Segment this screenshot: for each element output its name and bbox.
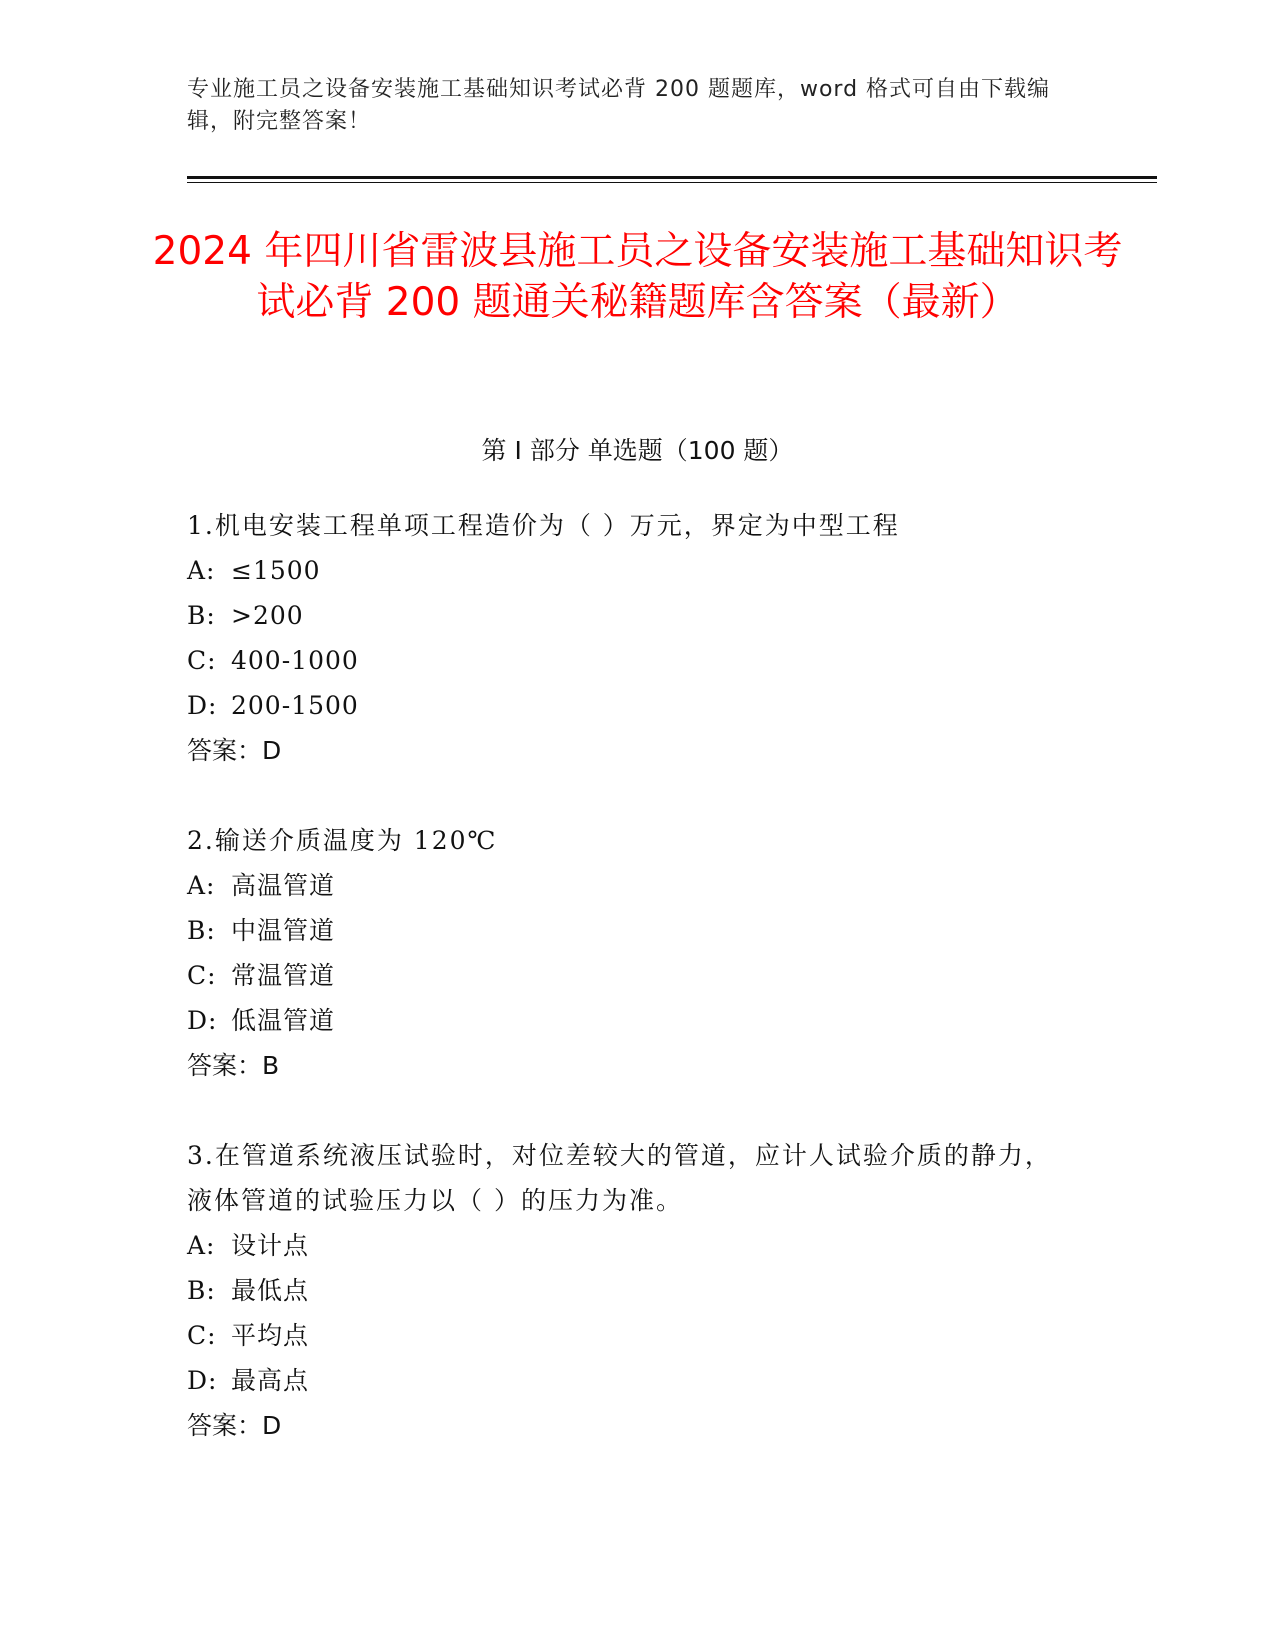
option-letter: B: xyxy=(187,916,216,945)
option-text: ≤1500 xyxy=(231,556,321,585)
option-text: 最低点 xyxy=(231,1276,310,1305)
option-a xyxy=(187,548,1067,593)
option-letter: D: xyxy=(187,1006,218,1035)
option-letter: C: xyxy=(187,961,217,990)
question-1 xyxy=(187,503,1067,773)
option-text: 设计点 xyxy=(231,1231,310,1260)
option-letter: C: xyxy=(187,1321,217,1350)
option-a xyxy=(187,863,1067,908)
option-letter: A: xyxy=(187,556,216,585)
option-letter: B: xyxy=(187,1276,216,1305)
option-letter: B: xyxy=(187,601,216,630)
option-text: 200-1500 xyxy=(231,691,359,720)
question-stem: 3.在管道系统液压试验时，对位差较大的管道，应计人试验介质的静力，液体管道的试验压力以（ ）的压力为准。 xyxy=(187,1141,1052,1215)
option-text: >200 xyxy=(231,601,304,630)
document-title: 2024 年四川省雷波县施工员之设备安装施工基础知识考试必背 200 题通关秘籍题库含答案（最新） xyxy=(152,229,1123,325)
option-c xyxy=(187,953,1067,998)
answer: 答案：D xyxy=(187,1411,282,1440)
header-note: 专业施工员之设备安装施工基础知识考试必背 200 题题库，word 格式可自由下载编辑，附完整答案！ xyxy=(187,77,1051,134)
option-c xyxy=(187,638,1067,683)
answer: 答案：B xyxy=(187,1051,280,1080)
option-letter: A: xyxy=(187,871,216,900)
option-d xyxy=(187,1358,1067,1403)
option-b xyxy=(187,908,1067,953)
option-a xyxy=(187,1223,1067,1268)
option-text: 常温管道 xyxy=(231,961,336,990)
answer: 答案：D xyxy=(187,736,282,765)
header-divider-thick xyxy=(187,176,1157,179)
question-3 xyxy=(187,1133,1067,1448)
option-b xyxy=(187,1268,1067,1313)
option-letter: A: xyxy=(187,1231,216,1260)
question-stem: 2.输送介质温度为 120℃ xyxy=(187,826,498,855)
option-text: 低温管道 xyxy=(231,1006,336,1035)
option-d xyxy=(187,998,1067,1043)
option-letter: D: xyxy=(187,691,218,720)
option-c xyxy=(187,1313,1067,1358)
section-title: 第 I 部分 单选题（100 题） xyxy=(481,436,794,465)
option-letter: C: xyxy=(187,646,217,675)
option-text: 最高点 xyxy=(231,1366,310,1395)
option-b xyxy=(187,593,1067,638)
option-d xyxy=(187,683,1067,728)
option-text: 高温管道 xyxy=(231,871,336,900)
option-letter: D: xyxy=(187,1366,218,1395)
question-2 xyxy=(187,818,1067,1088)
question-stem: 1.机电安装工程单项工程造价为（ ）万元，界定为中型工程 xyxy=(187,511,900,540)
header-divider-thin xyxy=(187,182,1157,183)
option-text: 400-1000 xyxy=(231,646,359,675)
option-text: 平均点 xyxy=(231,1321,310,1350)
option-text: 中温管道 xyxy=(231,916,336,945)
